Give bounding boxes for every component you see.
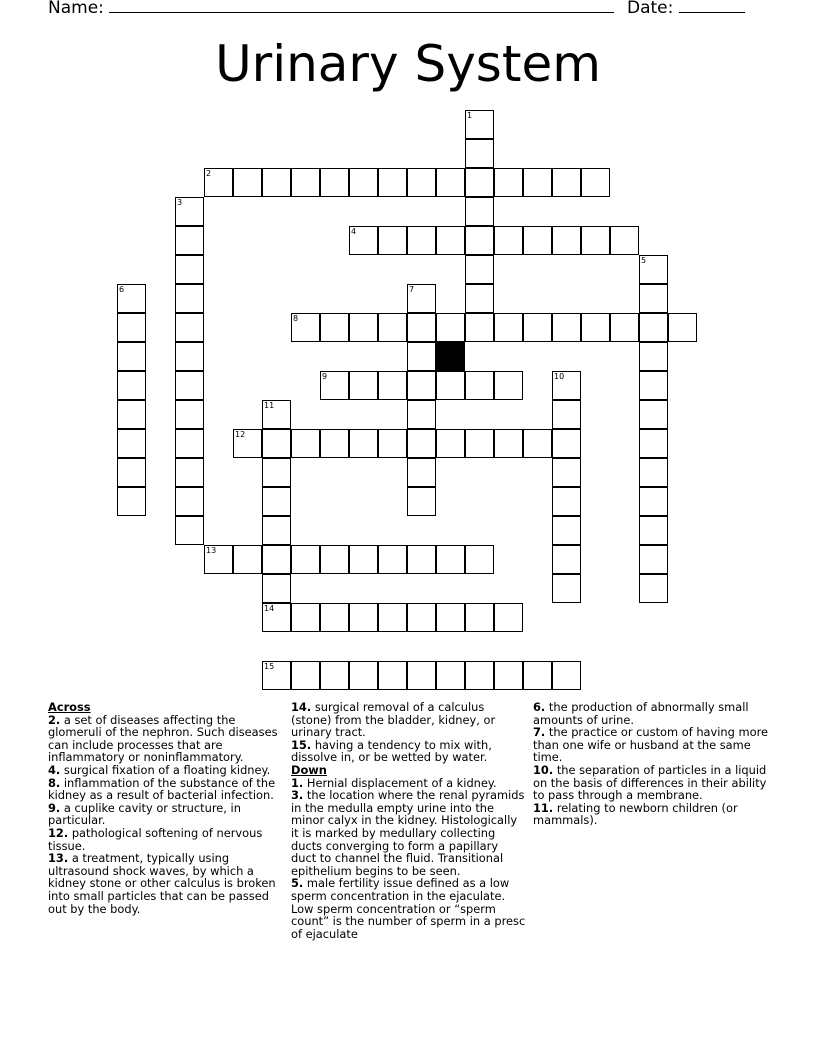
grid-cell[interactable] — [407, 400, 436, 429]
grid-cell[interactable] — [320, 371, 349, 400]
grid-cell[interactable] — [552, 168, 581, 197]
grid-cell[interactable] — [291, 661, 320, 690]
grid-cell[interactable] — [320, 661, 349, 690]
clue-across-12: 12. pathological softening of nervous tissue. — [48, 825, 263, 853]
grid-cell[interactable] — [262, 400, 291, 429]
grid-cell[interactable] — [175, 342, 204, 371]
clue-number: 9 — [322, 372, 328, 381]
grid-cell[interactable] — [204, 545, 233, 574]
grid-cell[interactable] — [175, 429, 204, 458]
grid-cell[interactable] — [639, 458, 668, 487]
name-label: Name: — [48, 0, 104, 18]
clue-number: 5 — [641, 256, 647, 265]
grid-cell[interactable] — [436, 661, 465, 690]
grid-cell[interactable] — [494, 603, 523, 632]
clue-number: 7 — [409, 285, 415, 294]
grid-cell[interactable] — [117, 400, 146, 429]
grid-cell[interactable] — [117, 284, 146, 313]
grid-cell[interactable] — [378, 168, 407, 197]
grid-cell[interactable] — [320, 429, 349, 458]
grid-cell[interactable] — [552, 574, 581, 603]
clue-down-11: 11. relating to newborn children (or mammals). — [533, 800, 738, 828]
grid-cell[interactable] — [552, 226, 581, 255]
grid-cell[interactable] — [117, 458, 146, 487]
grid-cell[interactable] — [262, 168, 291, 197]
grid-cell[interactable] — [581, 168, 610, 197]
grid-cell[interactable] — [639, 400, 668, 429]
grid-cell[interactable] — [436, 313, 465, 342]
grid-cell[interactable] — [581, 313, 610, 342]
grid-cell[interactable] — [291, 429, 320, 458]
grid-cell[interactable] — [262, 574, 291, 603]
grid-cell[interactable] — [523, 661, 552, 690]
grid-cell[interactable] — [552, 516, 581, 545]
grid-cell[interactable] — [175, 255, 204, 284]
clue-down-1: 1. Hernial displacement of a kidney. — [291, 775, 497, 790]
grid-cell[interactable] — [204, 168, 233, 197]
clue-number: 2 — [206, 169, 212, 178]
grid-cell[interactable] — [378, 429, 407, 458]
grid-cell[interactable] — [233, 168, 262, 197]
grid-cell[interactable] — [117, 487, 146, 516]
grid-cell[interactable] — [639, 545, 668, 574]
grid-cell[interactable] — [494, 313, 523, 342]
grid-cell[interactable] — [436, 429, 465, 458]
clue-down-7: 7. the practice or custom of having more than one wife or husband at the same time. — [533, 725, 769, 765]
grid-cell[interactable] — [233, 545, 262, 574]
grid-cell[interactable] — [407, 603, 436, 632]
grid-cell[interactable] — [465, 255, 494, 284]
grid-cell[interactable] — [407, 371, 436, 400]
grid-cell[interactable] — [262, 661, 291, 690]
grid-cell[interactable] — [291, 603, 320, 632]
grid-cell[interactable] — [639, 313, 668, 342]
grid-cell[interactable] — [349, 603, 378, 632]
grid-cell[interactable] — [175, 226, 204, 255]
clue-number: 6 — [119, 285, 125, 294]
grid-cell[interactable] — [349, 371, 378, 400]
date-label: Date: — [627, 0, 674, 18]
clues-column-1 — [48, 701, 278, 915]
grid-cell[interactable] — [349, 168, 378, 197]
clue-number: 4 — [351, 227, 357, 236]
grid-cell[interactable] — [175, 371, 204, 400]
clues-column-3 — [533, 701, 768, 827]
grid-cell[interactable] — [349, 226, 378, 255]
grid-cell[interactable] — [175, 400, 204, 429]
grid-cell[interactable] — [378, 661, 407, 690]
grid-cell[interactable] — [378, 545, 407, 574]
grid-cell[interactable] — [552, 661, 581, 690]
grid-cell[interactable] — [465, 313, 494, 342]
grid-cell[interactable] — [552, 400, 581, 429]
grid-cell[interactable] — [436, 168, 465, 197]
name-line[interactable] — [109, 0, 614, 13]
grid-cell[interactable] — [262, 429, 291, 458]
grid-cell[interactable] — [175, 284, 204, 313]
grid-cell[interactable] — [175, 516, 204, 545]
clue-across-15: 15. having a tendency to mix with, dissolve in, or be wetted by water. — [291, 737, 492, 765]
grid-cell[interactable] — [320, 603, 349, 632]
grid-cell[interactable] — [639, 429, 668, 458]
grid-cell[interactable] — [262, 545, 291, 574]
clue-number: 3 — [177, 198, 183, 207]
grid-cell[interactable] — [552, 313, 581, 342]
clue-number: 15 — [264, 662, 275, 671]
grid-cell[interactable] — [175, 313, 204, 342]
clues-column-2 — [291, 701, 526, 940]
clue-down-5: 5. male fertility issue defined as a low sperm concentration in the ejaculate. Low sperm concentration or “sperm count” is the number of sperm in a presc of ejaculate — [291, 876, 526, 941]
grid-cell[interactable] — [465, 139, 494, 168]
grid-cell[interactable] — [639, 371, 668, 400]
clue-across-9: 9. a cuplike cavity or structure, in particular. — [48, 800, 241, 828]
grid-cell[interactable] — [175, 487, 204, 516]
grid-cell[interactable] — [233, 429, 262, 458]
grid-cell[interactable] — [639, 487, 668, 516]
grid-cell[interactable] — [407, 284, 436, 313]
grid-cell[interactable] — [320, 168, 349, 197]
grid-cell[interactable] — [465, 429, 494, 458]
clue-down-6: 6. the production of abnormally small amounts of urine. — [533, 700, 749, 727]
grid-cell[interactable] — [262, 603, 291, 632]
grid-cell[interactable] — [639, 516, 668, 545]
grid-cell[interactable] — [262, 516, 291, 545]
grid-cell[interactable] — [494, 661, 523, 690]
grid-cell[interactable] — [349, 661, 378, 690]
grid-cell[interactable] — [465, 545, 494, 574]
clue-number: 8 — [293, 314, 299, 323]
grid-cell[interactable] — [639, 284, 668, 313]
grid-cell[interactable] — [465, 284, 494, 313]
grid-cell[interactable] — [523, 313, 552, 342]
grid-cell[interactable] — [175, 458, 204, 487]
grid-cell[interactable] — [117, 313, 146, 342]
name-field[interactable] — [48, 0, 614, 18]
grid-cell[interactable] — [436, 603, 465, 632]
clue-down-3: 3. the location where the renal pyramids in the medulla empty urine into the minor calyx in the kidney. Histologically it is marked by medullary collecting ducts converging to form a papillary duct to channel the fluid. Transitional epithelium begins to be seen. — [291, 788, 525, 878]
grid-cell[interactable] — [465, 197, 494, 226]
grid-cell[interactable] — [552, 545, 581, 574]
grid-cell[interactable] — [436, 545, 465, 574]
grid-cell[interactable] — [117, 371, 146, 400]
grid-cell[interactable] — [378, 313, 407, 342]
grid-cell[interactable] — [407, 545, 436, 574]
grid-cell[interactable] — [523, 226, 552, 255]
grid-cell[interactable] — [465, 226, 494, 255]
grid-cell[interactable] — [523, 429, 552, 458]
grid-cell[interactable] — [639, 574, 668, 603]
grid-cell[interactable] — [552, 458, 581, 487]
grid-cell[interactable] — [523, 168, 552, 197]
grid-cell[interactable] — [407, 429, 436, 458]
grid-cell[interactable] — [378, 226, 407, 255]
page-title: Urinary System — [215, 35, 601, 93]
grid-cell[interactable] — [465, 603, 494, 632]
grid-cell[interactable] — [175, 197, 204, 226]
grid-cell[interactable] — [639, 342, 668, 371]
grid-cell[interactable] — [610, 226, 639, 255]
grid-cell[interactable] — [320, 313, 349, 342]
grid-cell[interactable] — [407, 226, 436, 255]
across-heading: Across — [48, 700, 91, 714]
grid-cell[interactable] — [291, 545, 320, 574]
grid-cell[interactable] — [349, 545, 378, 574]
grid-cell[interactable] — [494, 226, 523, 255]
clue-across-8: 8. inflammation of the substance of the kidney as a result of bacterial infection. — [48, 775, 276, 803]
grid-cell[interactable] — [262, 487, 291, 516]
date-line[interactable] — [679, 0, 745, 13]
clue-number: 10 — [554, 372, 565, 381]
grid-cell[interactable] — [465, 110, 494, 139]
grid-cell[interactable] — [262, 458, 291, 487]
clue-across-4: 4. surgical fixation of a floating kidney. — [48, 762, 271, 777]
clue-number: 11 — [264, 401, 275, 410]
down-heading: Down — [291, 762, 327, 777]
black-square — [436, 342, 465, 371]
grid-cell[interactable] — [552, 487, 581, 516]
grid-cell[interactable] — [378, 371, 407, 400]
grid-cell[interactable] — [407, 342, 436, 371]
grid-cell[interactable] — [494, 429, 523, 458]
grid-cell[interactable] — [407, 168, 436, 197]
grid-cell[interactable] — [407, 661, 436, 690]
clue-across-14: 14. surgical removal of a calculus (stone) from the bladder, kidney, or urinary tract. — [291, 700, 496, 740]
grid-cell[interactable] — [291, 168, 320, 197]
grid-cell[interactable] — [378, 603, 407, 632]
grid-cell[interactable] — [668, 313, 697, 342]
grid-cell[interactable] — [581, 226, 610, 255]
grid-cell[interactable] — [610, 313, 639, 342]
grid-cell[interactable] — [494, 371, 523, 400]
grid-cell[interactable] — [407, 313, 436, 342]
date-field[interactable] — [627, 0, 745, 18]
clue-number: 14 — [264, 604, 275, 613]
grid-cell[interactable] — [407, 458, 436, 487]
grid-cell[interactable] — [349, 429, 378, 458]
clue-number: 1 — [467, 111, 473, 120]
grid-cell[interactable] — [320, 545, 349, 574]
grid-cell[interactable] — [465, 661, 494, 690]
grid-cell[interactable] — [639, 255, 668, 284]
grid-cell[interactable] — [436, 226, 465, 255]
grid-cell[interactable] — [552, 371, 581, 400]
grid-cell[interactable] — [117, 342, 146, 371]
grid-cell[interactable] — [465, 168, 494, 197]
grid-cell[interactable] — [291, 313, 320, 342]
grid-cell[interactable] — [494, 168, 523, 197]
clue-number: 12 — [235, 430, 246, 439]
grid-cell[interactable] — [552, 429, 581, 458]
clue-down-10: 10. the separation of particles in a liquid on the basis of differences in their ability to pass through a membrane. — [533, 762, 767, 803]
clue-number: 13 — [206, 546, 217, 555]
clue-across-13: 13. a treatment, typically using ultrasound shock waves, by which a kidney stone or other calculus is broken into small particles that can be passed out by the body. — [48, 851, 276, 916]
grid-cell[interactable] — [117, 429, 146, 458]
grid-cell[interactable] — [465, 371, 494, 400]
clue-across-2: 2. a set of diseases affecting the glomeruli of the nephron. Such diseases can include processes that are inflammatory or noninflammatory. — [48, 712, 278, 765]
grid-cell[interactable] — [407, 487, 436, 516]
grid-cell[interactable] — [436, 371, 465, 400]
grid-cell[interactable] — [349, 313, 378, 342]
